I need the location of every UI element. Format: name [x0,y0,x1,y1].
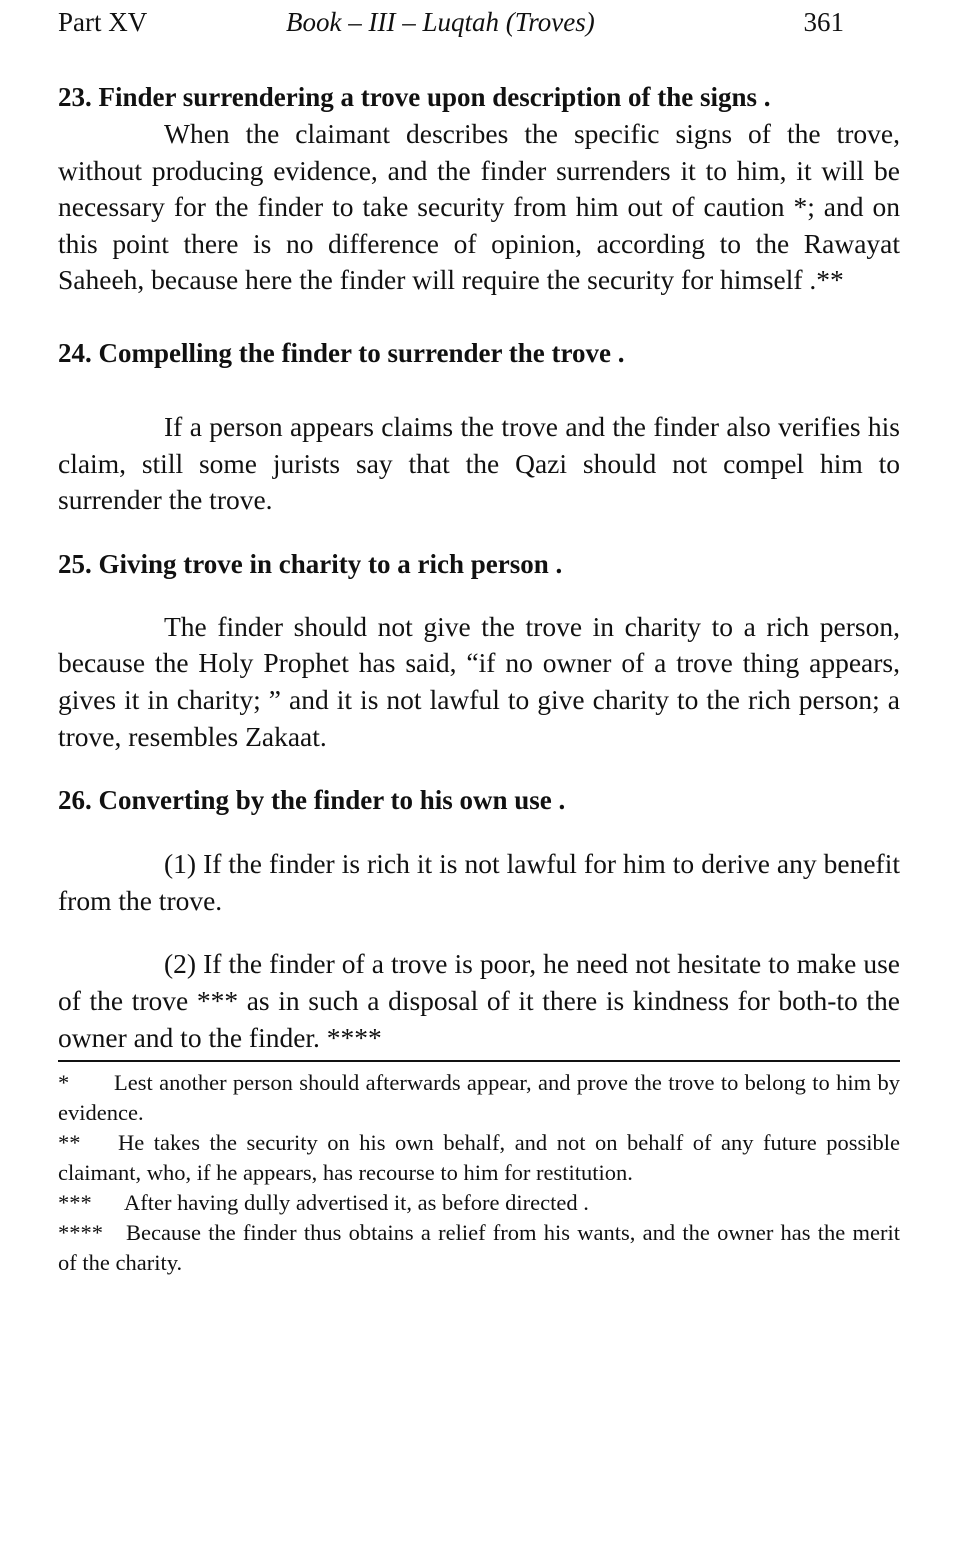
section-paragraph: (2) If the finder of a trove is poor, he need not hesitate to make use of the trove *** as in such a disposal of it there is kindness for both-to the owner and to the finder. **** [58,948,900,1053]
section-heading: 23. Finder surrendering a trove upon description of the signs . [58,82,771,112]
section-25 [58,546,900,755]
section-paragraph: (1) If the finder is rich it is not lawful for him to derive any benefit from the trove. [58,848,900,916]
footnote [58,1188,900,1218]
section-heading: 25. Giving trove in charity to a rich person . [58,548,563,579]
footnote [58,1068,900,1128]
footnote-text: Because the finder thus obtains a relief from his wants, and the owner has the merit of the charity. [58,1220,900,1276]
footnote-mark: * [58,1070,70,1096]
book-page [58,0,900,1278]
footnote [58,1128,900,1188]
footnote-mark: *** [58,1190,92,1216]
footnote-divider [58,1060,900,1062]
footnote-text: He takes the security on his own behalf, and not on behalf of any future possible claimant, who, if he appears, has recourse to him for restitution. [58,1130,900,1186]
page-number: 361 [803,7,844,37]
section-paragraph: If a person appears claims the trove and the finder also verifies his claim, still some jurists say that the Qazi should not compel him to surrender the trove. [58,410,900,516]
footnote-text: After having dully advertised it, as before directed . [124,1190,589,1216]
section-heading: 26. Converting by the finder to his own use . [58,785,566,816]
footnote-text: Lest another person should afterwards appear, and prove the trove to belong to him by evidence. [58,1070,900,1126]
footnotes [58,1068,900,1278]
running-head [58,0,900,40]
section-24 [58,335,900,519]
section-26 [58,782,900,1056]
footnote-mark: **** [58,1220,103,1246]
footnote [58,1218,900,1278]
section-paragraph: When the claimant describes the specific signs of the trove, without producing evidence, and the finder surrenders it to him, it will be necessary for the finder to take security from him out of caution *; and on this point there is no difference of opinion, according to the Rawayat Saheeh, because here the finder will require the security for himself .** [58,118,900,296]
section-23 [58,79,900,299]
footnote-mark: ** [58,1130,81,1156]
section-paragraph: The finder should not give the trove in charity to a rich person, because the Holy Prophet has said, “if no owner of a trove thing appears, gives it in charity; ” and it is not lawful to give charity to the rich person; a trove, resembles Zakaat. [58,610,900,752]
part-label: Part XV [58,7,148,37]
book-title: Book – III – Luqtah (Troves) [286,7,595,37]
section-heading: 24. Compelling the finder to surrender the trove . [58,337,625,368]
